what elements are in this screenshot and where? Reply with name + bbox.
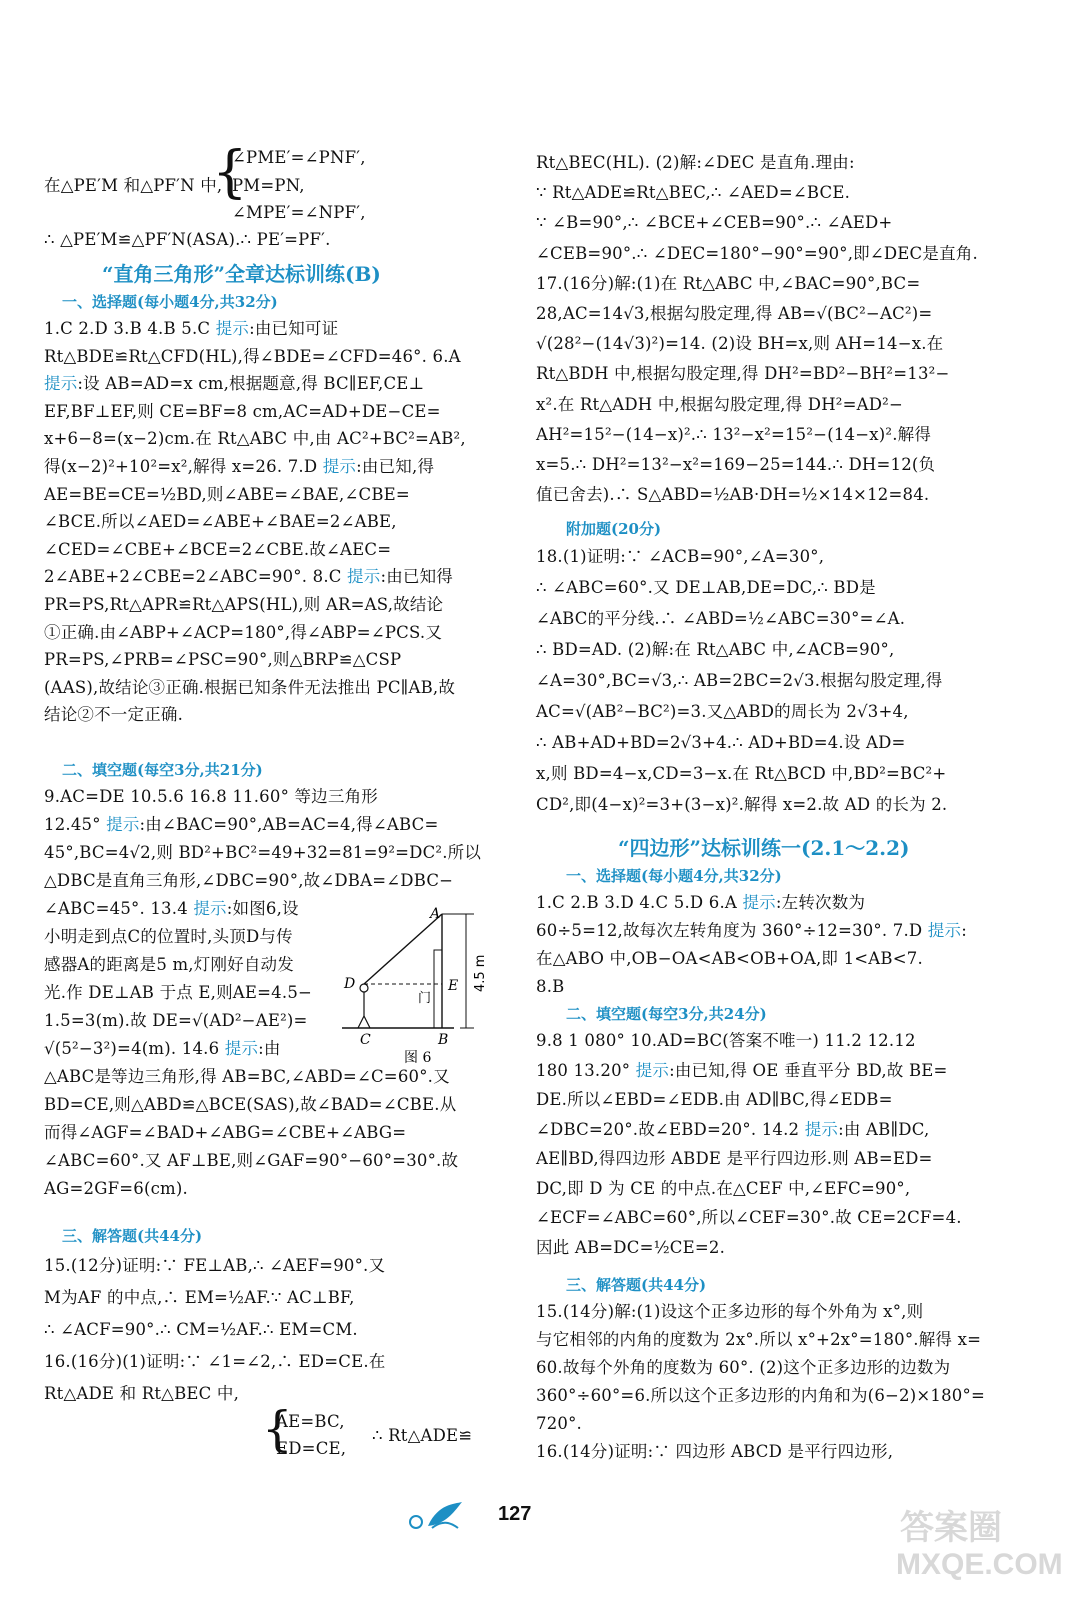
- hint-label: 提示: [215, 319, 250, 338]
- answer-line: 得(x−2)²+10²=x²,解得 x=26. 7.D 提示:由已知,得: [44, 457, 435, 476]
- right-sec2: 二、填空题(每空3分,共24分): [566, 1005, 767, 1023]
- fig-sight-line: [364, 914, 442, 984]
- left-heading: “直角三角形”全章达标训练(B): [102, 262, 381, 286]
- answer-line: DE.所以∠EBD=∠EDB.由 AD∥BC,得∠EDB=: [536, 1090, 893, 1109]
- answer-line: 15.(12分)证明:∵ FE⊥AB,∴ ∠AEF=90°.又: [44, 1256, 386, 1275]
- answer-line: 60÷5=12,故每次左转角度为 360°÷12=30°. 7.D 提示:: [536, 921, 967, 940]
- answer-line: BD=CE,则△ABD≌△BCE(SAS),故∠BAD=∠CBE.从: [44, 1095, 457, 1114]
- answer-line: 1.C 2.B 3.D 4.C 5.D 6.A 提示:左转次数为: [536, 893, 866, 912]
- answer-line: x=5.∴ DH²=13²−x²=169−25=144.∴ DH=12(负: [536, 455, 936, 474]
- figure-6: [334, 904, 490, 1064]
- answer-line: 15.(14分)解:(1)设这个正多边形的每个外角为 x°,则: [536, 1302, 924, 1321]
- answer-line: 因此 AB=DC=½CE=2.: [536, 1237, 726, 1257]
- answer-line: ∠CEB=90°.∴ ∠DEC=180°−90°=90°,即∠DEC是直角.: [536, 243, 978, 263]
- fig-label-door: 门: [418, 991, 432, 1006]
- answer-line: 720°.: [536, 1414, 582, 1433]
- answer-line: CD²,即(4−x)²=3+(3−x)².解得 x=2.故 AD 的长为 2.: [536, 795, 948, 814]
- fig-label-height: 4.5 m: [473, 954, 488, 992]
- fig-person-head: [360, 984, 368, 992]
- answer-line: 光.作 DE⊥AB 于点 E,则AE=4.5−: [44, 983, 313, 1002]
- answer-line: 17.(16分)解:(1)在 Rt△ABC 中,∠BAC=90°,BC=: [536, 273, 921, 293]
- hint-label: 提示: [44, 374, 78, 394]
- answer-line: 小明走到点C的位置时,头顶D与传: [44, 927, 293, 946]
- left-sec3: 三、解答题(共44分): [62, 1227, 203, 1245]
- case-line-1: ∠PME′=∠PNF′,: [232, 148, 366, 167]
- fig-caption: 图 6: [404, 1050, 432, 1064]
- answer-line: 感器A的距离是5 m,灯刚好自动发: [44, 955, 294, 974]
- answer-line: DC,即 D 为 CE 的中点.在△CEF 中,∠EFC=90°,: [536, 1178, 911, 1198]
- answer-line: △DBC是直角三角形,∠DBC=90°,故∠DBA=∠DBC−: [44, 871, 454, 890]
- answer-line: 在△ABO 中,OB−OA<AB<OB+OA,即 1<AB<7.: [536, 949, 923, 968]
- right-sec1: 一、选择题(每小题4分,共32分): [566, 867, 782, 885]
- answer-line: PR=PS,∠PRB=∠PSC=90°,则△BRP≌△CSP: [44, 650, 402, 670]
- case-line-3: ∠MPE′=∠NPF′,: [232, 203, 366, 222]
- answer-line: 8.B: [536, 977, 565, 996]
- answer-line: 360°÷60°=6.所以这个正多边形的内角和为(6−2)×180°=: [536, 1386, 985, 1405]
- answer-line: AG=2GF=6(cm).: [44, 1179, 188, 1198]
- case-prefix: 在△PE′M 和△PF′N 中,: [44, 176, 223, 195]
- hint-label: 提示: [742, 893, 776, 912]
- hint-label: 提示: [927, 921, 962, 940]
- answer-line: √(28²−(14√3)²)=14. (2)设 BH=x,则 AH=14−x.在: [536, 334, 944, 354]
- case-line-2: PM=PN,: [232, 176, 305, 195]
- answer-line: (AAS),故结论③正确.根据已知条件无法推出 PC∥AB,故: [44, 677, 456, 697]
- answer-line: Rt△BDE≌Rt△CFD(HL),得∠BDE=∠CFD=46°. 6.A: [44, 346, 461, 366]
- answer-line: 结论②不一定正确.: [44, 705, 184, 725]
- left-column: [0, 0, 500, 1600]
- case-brace: {: [212, 140, 248, 205]
- answer-line: 9.8 1 080° 10.AD=BC(答案不唯一) 11.2 12.12: [536, 1031, 916, 1050]
- answer-line: ∠DBC=20°.故∠EBD=20°. 14.2 提示:由 AB∥DC,: [536, 1119, 930, 1139]
- answer-line: PR=PS,Rt△APR≌Rt△APS(HL),则 AR=AS,故结论: [44, 595, 444, 614]
- answer-line: 45°,BC=4√2,则 BD²+BC²=49+32=81=9²=DC².所以: [44, 843, 482, 862]
- answer-line: ∵ ∠B=90°,∴ ∠BCE+∠CEB=90°.∴ ∠AED+: [536, 213, 893, 233]
- answer-line: ∠ABC=60°.又 AF⊥BE,则∠GAF=90°−60°=30°.故: [44, 1151, 459, 1170]
- hint-label: 提示: [635, 1060, 670, 1080]
- answer-line: ∠CED=∠CBE+∠BCE=2∠CBE.故∠AEC=: [44, 539, 392, 559]
- answer-line: ∴ BD=AD. (2)解:在 Rt△ABC 中,∠ACB=90°,: [536, 640, 895, 659]
- answer-line: AH²=15²−(14−x)².∴ 13²−x²=15²−(14−x)².解得: [536, 424, 932, 444]
- answer-line: AE=BE=CE=½BD,则∠ABE=∠BAE,∠CBE=: [44, 484, 410, 504]
- answer-line: 28,AC=14√3,根据勾股定理,得 AB=√(BC²−AC²)=: [536, 304, 933, 323]
- answer-line: 12.45° 提示:由∠BAC=90°,AB=AC=4,得∠ABC=: [44, 815, 439, 834]
- fig-label-c: C: [360, 1032, 371, 1048]
- answer-line: Rt△ADE 和 Rt△BEC 中,: [44, 1384, 240, 1403]
- hint-label: 提示: [193, 899, 227, 918]
- answer-line: √(5²−3²)=4(m). 14.6 提示:由: [44, 1039, 281, 1058]
- case-conclusion: ∴ △PE′M≌△PF′N(ASA).∴ PE′=PF′.: [44, 230, 331, 249]
- right-column: [510, 0, 1077, 1600]
- answer-line: 60.故每个外角的度数为 60°. (2)这个正多边形的边数为: [536, 1358, 951, 1377]
- hint-label: 提示: [347, 567, 381, 587]
- case16-brace: {: [262, 1401, 293, 1457]
- case16-line-2: ED=CE,: [276, 1439, 347, 1458]
- fig-label-e: E: [448, 978, 459, 994]
- answer-line: ∠ECF=∠ABC=60°,所以∠CEF=30°.故 CE=2CF=4.: [536, 1208, 962, 1227]
- answer-line: x,则 BD=4−x,CD=3−x.在 Rt△BCD 中,BD²=BC²+: [536, 764, 947, 783]
- right-sec-extra: 附加题(20分): [566, 520, 662, 538]
- answer-line: ∠BCE.所以∠AED=∠ABE+∠BAE=2∠ABE,: [44, 512, 397, 532]
- answer-line: 提示:设 AB=AD=x cm,根据题意,得 BC∥EF,CE⊥: [44, 374, 425, 394]
- answer-line: EF,BF⊥EF,则 CE=BF=8 cm,AC=AD+DE−CE=: [44, 401, 441, 421]
- fig-label-a: A: [430, 906, 441, 922]
- answer-line: ∴ ∠ABC=60°.又 DE⊥AB,DE=DC,∴ BD是: [536, 578, 876, 597]
- fig-label-b: B: [438, 1032, 449, 1048]
- hint-label: 提示: [224, 1039, 259, 1058]
- answer-line: 1.C 2.D 3.B 4.B 5.C 提示:由已知可证: [44, 319, 339, 338]
- fig-door: [434, 950, 442, 1028]
- leaf-ornament-icon: [402, 1498, 472, 1534]
- answer-line: AC=√(AB²−BC²)=3.又△ABD的周长为 2√3+4,: [536, 702, 909, 721]
- hint-label: 提示: [106, 815, 140, 834]
- answer-line: 16.(14分)证明:∵ 四边形 ABCD 是平行四边形,: [536, 1442, 894, 1461]
- answer-line: ∵ Rt△ADE≌Rt△BEC,∴ ∠AED=∠BCE.: [536, 183, 851, 203]
- answer-line: ∠A=30°,BC=√3,∴ AB=2BC=2√3.根据勾股定理,得: [536, 671, 943, 690]
- answer-line: Rt△BDH 中,根据勾股定理,得 DH²=BD²−BH²=13²−: [536, 364, 950, 384]
- fig-person-leg-left: [358, 1016, 364, 1028]
- answer-line: 16.(16分)(1)证明:∵ ∠1=∠2,∴ ED=CE.在: [44, 1352, 386, 1371]
- case16-tail: ∴ Rt△ADE≌: [372, 1426, 473, 1445]
- answer-line: 而得∠AGF=∠BAD+∠ABG=∠CBE+∠ABG=: [44, 1123, 407, 1142]
- fig-person-leg-right: [364, 1016, 370, 1028]
- case16-line-1: AE=BC,: [276, 1412, 345, 1431]
- answer-line: △ABC是等边三角形,得 AB=BC,∠ABD=∠C=60°.又: [44, 1067, 450, 1086]
- hint-label: 提示: [322, 457, 357, 476]
- answer-line: ①正确.由∠ABP+∠ACP=180°,得∠ABP=∠PCS.又: [44, 622, 443, 642]
- watermark-top: 答案圈: [900, 1509, 1002, 1547]
- answer-line: AE∥BD,得四边形 ABDE 是平行四边形.则 AB=ED=: [536, 1149, 933, 1168]
- answer-line: ∠ABC=45°. 13.4 提示:如图6,设: [44, 899, 299, 918]
- answer-line: 与它相邻的内角的度数为 2x°.所以 x°+2x°=180°.解得 x=: [536, 1330, 982, 1349]
- left-sec1: 一、选择题(每小题4分,共32分): [62, 293, 278, 311]
- answer-line: ∴ ∠ACF=90°.∴ CM=½AF.∴ EM=CM.: [44, 1320, 358, 1339]
- answer-line: 180 13.20° 提示:由已知,得 OE 垂直平分 BD,故 BE=: [536, 1060, 948, 1080]
- answer-line: M为AF 的中点,∴ EM=½AF.∵ AC⊥BF,: [44, 1288, 355, 1307]
- hint-label: 提示: [804, 1119, 839, 1139]
- answer-line: 值已舍去).∴ S△ABD=½AB·DH=½×14×12=84.: [536, 485, 930, 505]
- answer-line: 9.AC=DE 10.5.6 16.8 11.60° 等边三角形: [44, 787, 378, 806]
- answer-line: x+6−8=(x−2)cm.在 Rt△ABC 中,由 AC²+BC²=AB²,: [44, 429, 466, 449]
- right-sec3: 三、解答题(共44分): [566, 1276, 707, 1294]
- answer-line: Rt△BEC(HL). (2)解:∠DEC 是直角.理由:: [536, 153, 855, 172]
- answer-line: 1.5=3(m).故 DE=√(AD²−AE²)=: [44, 1011, 308, 1030]
- right-heading: “四边形”达标训练一(2.1～2.2): [618, 836, 910, 860]
- answer-line: x².在 Rt△ADH 中,根据勾股定理,得 DH²=AD²−: [536, 394, 904, 414]
- answer-line: 2∠ABE+2∠CBE=2∠ABC=90°. 8.C 提示:由已知得: [44, 567, 454, 587]
- answer-line: 18.(1)证明:∵ ∠ACB=90°,∠A=30°,: [536, 547, 825, 566]
- watermark-bottom: MXQE.COM: [896, 1548, 1063, 1581]
- left-sec2: 二、填空题(每空3分,共21分): [62, 761, 263, 779]
- page-number: 127: [498, 1503, 532, 1525]
- answer-line: ∠ABC的平分线.∴ ∠ABD=½∠ABC=30°=∠A.: [536, 609, 906, 628]
- answer-line: ∴ AB+AD+BD=2√3+4.∴ AD+BD=4.设 AD=: [536, 733, 906, 752]
- fig-label-d: D: [344, 976, 356, 992]
